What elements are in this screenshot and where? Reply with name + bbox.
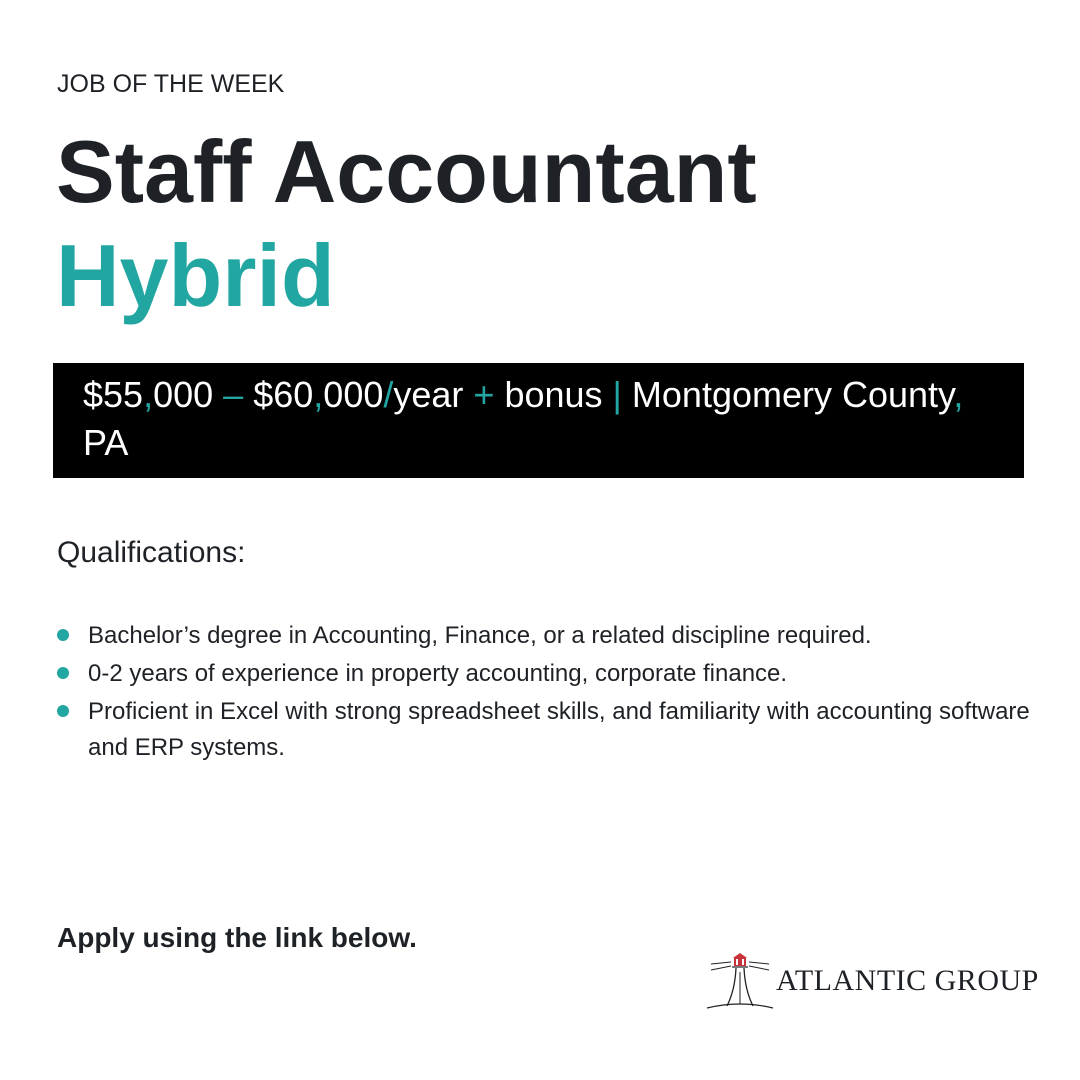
eyebrow-label: JOB OF THE WEEK — [57, 70, 285, 98]
plus-sign: + — [463, 374, 505, 415]
bullet-dot-icon — [57, 667, 69, 679]
location-city: Montgomery County — [631, 374, 954, 415]
separator-comma: , — [953, 374, 964, 415]
list-item — [57, 656, 1037, 692]
list-item-text: Proficient in Excel with strong spreadsheet skills, and familiarity with accounting software and ERP systems. — [88, 698, 1030, 761]
bonus-label: bonus — [504, 374, 603, 415]
location-state: PA — [83, 422, 129, 463]
list-item-text: 0-2 years of experience in property accounting, corporate finance. — [88, 660, 788, 687]
qualifications-heading: Qualifications: — [57, 536, 246, 569]
pipe-separator: | — [602, 374, 632, 415]
atlantic-group-logo — [705, 950, 1040, 1014]
bullet-dot-icon — [57, 705, 69, 717]
separator-comma: , — [143, 374, 154, 415]
per-slash: / — [383, 374, 394, 415]
job-work-mode: Hybrid — [56, 226, 335, 325]
bullet-dot-icon — [57, 629, 69, 641]
salary-high-rest: 000 — [323, 374, 384, 415]
logo-wordmark: ATLANTIC GROUP — [776, 964, 1039, 997]
salary-low: $55 — [83, 374, 144, 415]
salary-location-banner — [53, 363, 1024, 478]
list-item — [57, 694, 1037, 766]
separator-comma: , — [313, 374, 324, 415]
salary-high: $60 — [253, 374, 314, 415]
salary-period: year — [393, 374, 464, 415]
range-dash: – — [213, 374, 254, 415]
qualifications-list — [57, 618, 1037, 768]
job-title: Staff Accountant — [56, 122, 757, 221]
lighthouse-icon — [705, 950, 775, 1014]
apply-instruction: Apply using the link below. — [57, 922, 417, 953]
salary-low-rest: 000 — [153, 374, 214, 415]
list-item — [57, 618, 1037, 654]
list-item-text: Bachelor’s degree in Accounting, Finance, or a related discipline required. — [88, 622, 872, 649]
